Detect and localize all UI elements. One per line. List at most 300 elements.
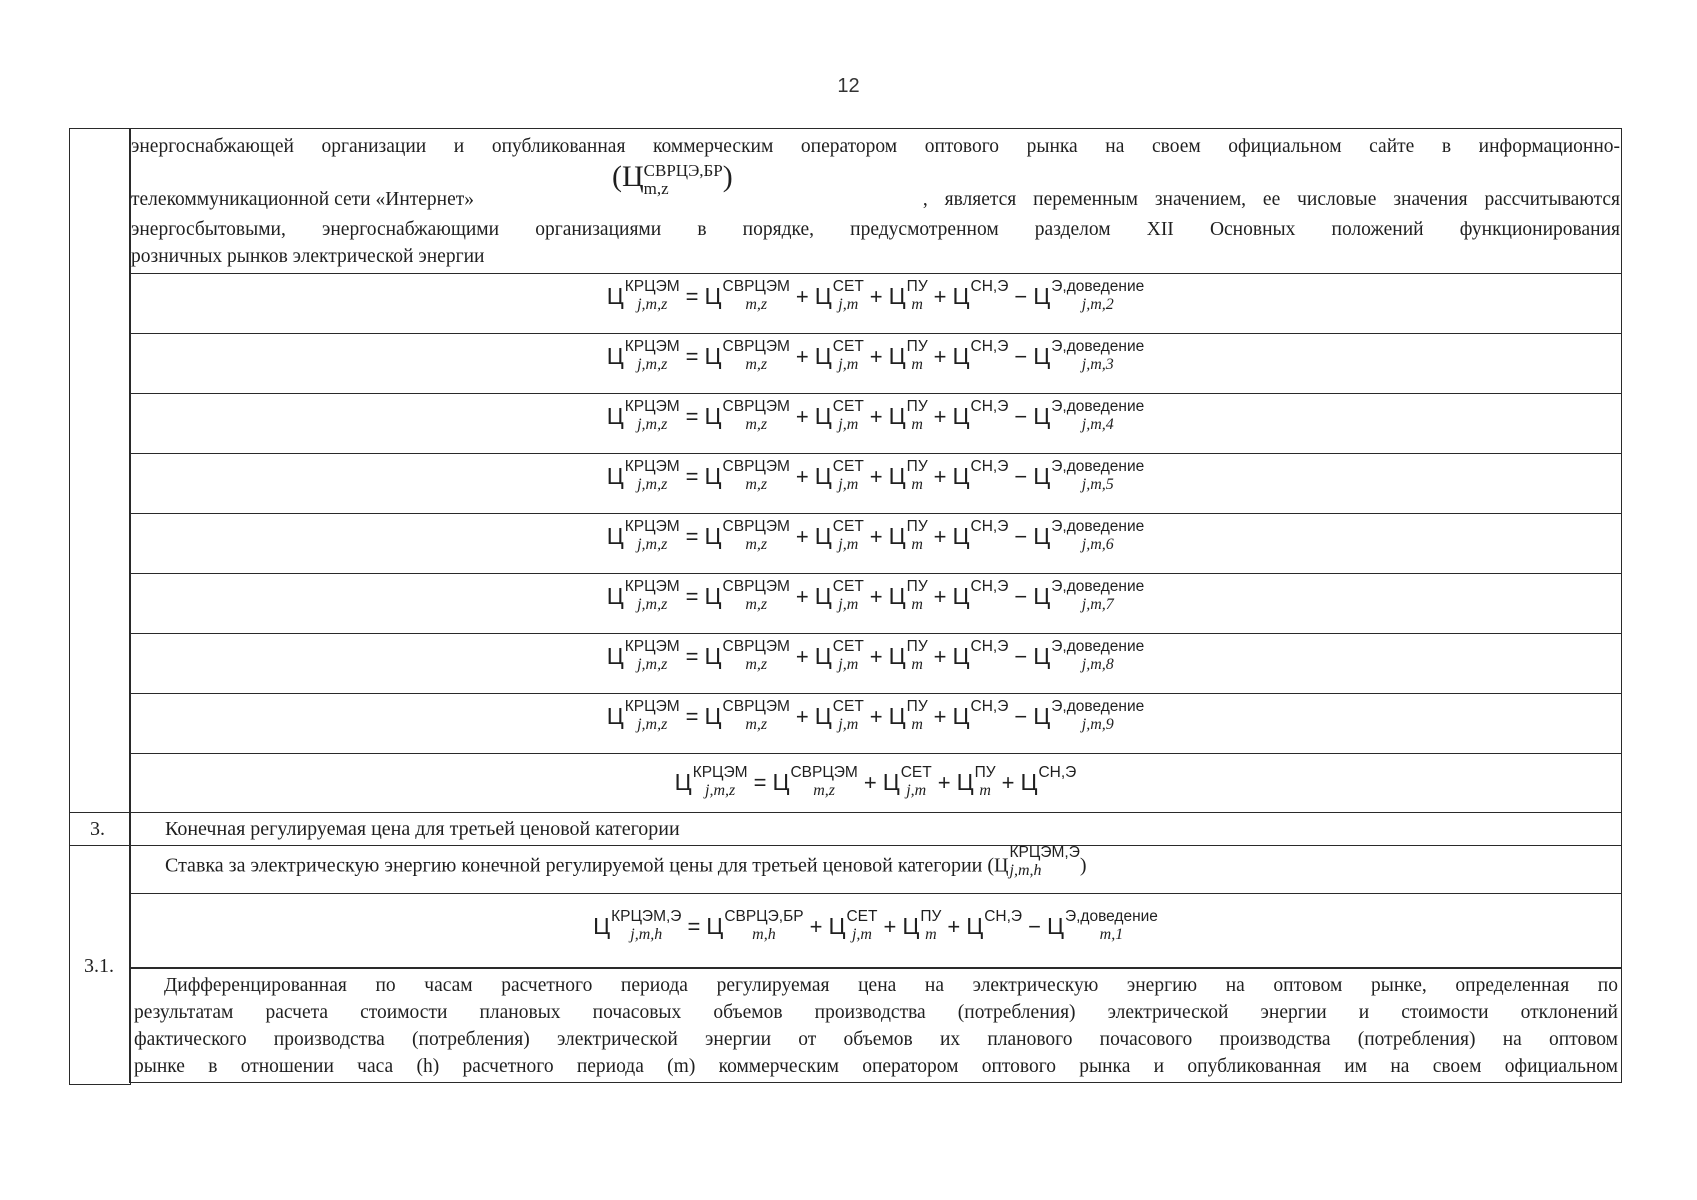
plus-sign: + <box>933 703 947 729</box>
term-superscript: СВРЦЭМ <box>722 578 790 595</box>
price-symbol: Ц <box>952 522 970 549</box>
price-symbol: Ц <box>888 462 906 489</box>
term-subscript <box>971 297 1009 313</box>
formula-term <box>902 908 942 943</box>
term-superscript: КРЦЭМ <box>624 578 680 595</box>
price-symbol: Ц <box>966 912 984 939</box>
formula-term <box>952 518 1009 549</box>
plus-sign: + <box>933 583 947 609</box>
term-indices <box>625 399 680 433</box>
formula-term <box>814 698 864 733</box>
formula-term <box>828 908 878 943</box>
formula-term <box>888 518 928 553</box>
term-indices <box>984 909 1022 943</box>
row-divider <box>69 812 1622 813</box>
formula-term <box>814 518 864 553</box>
formula <box>129 698 1622 735</box>
term-superscript: СВРЦЭМ <box>722 518 790 535</box>
intro-symbol-base: (Ц <box>612 160 644 193</box>
price-symbol: Ц <box>704 282 722 309</box>
term-subscript: j,m <box>838 475 859 493</box>
term-indices <box>790 765 857 799</box>
term-indices <box>723 579 790 613</box>
term-indices <box>971 639 1009 673</box>
formula-term <box>814 278 864 313</box>
term-indices <box>971 579 1009 613</box>
formula-term <box>1033 278 1145 313</box>
price-symbol: Ц <box>814 462 832 489</box>
price-symbol: Ц <box>952 642 970 669</box>
intro-line-2 <box>131 189 1620 211</box>
section-31-title <box>165 844 1087 884</box>
term-indices <box>907 639 928 673</box>
formula-31 <box>129 908 1622 945</box>
formula-term <box>888 398 928 433</box>
formula-term <box>606 278 680 313</box>
section-31-number: 3.1. <box>84 955 114 977</box>
price-symbol: Ц <box>1033 702 1051 729</box>
price-symbol: Ц <box>1033 522 1051 549</box>
formula <box>129 458 1622 495</box>
term-superscript: КРЦЭМ <box>624 698 680 715</box>
formula <box>129 338 1622 375</box>
term-indices <box>833 699 864 733</box>
term-indices <box>723 699 790 733</box>
term-indices <box>723 339 790 373</box>
price-symbol: Ц <box>952 462 970 489</box>
term-superscript: СН,Э <box>970 578 1009 595</box>
price-symbol: Ц <box>704 642 722 669</box>
formula-term <box>1033 638 1145 673</box>
term-superscript: Э,доведение <box>1051 398 1145 415</box>
term-subscript: j,m <box>838 535 859 553</box>
formula-term <box>1033 698 1145 733</box>
formula-term <box>952 638 1009 669</box>
price-symbol: Ц <box>606 522 624 549</box>
equals-sign: = <box>685 403 699 429</box>
term-subscript: m,z <box>745 355 768 373</box>
price-symbol: Ц <box>814 642 832 669</box>
plus-sign: + <box>947 913 961 939</box>
term-indices <box>907 519 928 553</box>
term-subscript: j,m <box>906 781 927 799</box>
price-symbol: Ц <box>772 768 790 795</box>
section-31-title-close: ) <box>1079 854 1087 877</box>
term-subscript: m,h <box>752 925 776 943</box>
term-indices <box>724 909 803 943</box>
term-superscript: ПУ <box>906 398 928 415</box>
minus-sign: − <box>1014 403 1028 429</box>
minus-sign: − <box>1014 343 1028 369</box>
formula-term <box>1033 518 1145 553</box>
term-subscript: j,m,z <box>637 415 668 433</box>
row-divider <box>129 967 1622 969</box>
section-31-para-line-1 <box>134 972 1618 999</box>
section-31-title-sup: КРЦЭМ,Э <box>1009 844 1080 861</box>
term-subscript <box>971 537 1009 553</box>
minus-sign: − <box>1028 913 1041 939</box>
price-symbol: Ц <box>814 402 832 429</box>
price-symbol: Ц <box>888 642 906 669</box>
intro-line-1-text: энергоснабжающей организации и опубликованная коммерческим оператором оптового рынка на своем официальном сайте в информационно- <box>131 136 1620 157</box>
plus-sign: + <box>795 283 809 309</box>
term-subscript: j,m,z <box>637 295 668 313</box>
intro-symbol-close: ) <box>722 160 733 193</box>
price-symbol: Ц <box>814 282 832 309</box>
plus-sign: + <box>933 403 947 429</box>
page-number: 12 <box>837 75 860 97</box>
price-symbol: Ц <box>1020 768 1038 795</box>
formula-term <box>1033 578 1145 613</box>
term-subscript: m <box>911 355 923 373</box>
term-superscript: Э,доведение <box>1064 908 1158 925</box>
price-symbol: Ц <box>704 402 722 429</box>
section-31-para-line-4-text: рынке в отношении часа (h) расчетного периода (m) коммерческим оператором оптового рынка и опубликованная им на своем официальном <box>134 1056 1618 1077</box>
formula-row <box>129 333 1622 393</box>
section-31-para-line-4 <box>134 1053 1618 1080</box>
term-indices <box>723 399 790 433</box>
formula-row-last <box>129 753 1622 812</box>
price-symbol: Ц <box>606 642 624 669</box>
price-symbol: Ц <box>888 522 906 549</box>
term-subscript <box>971 477 1009 493</box>
plus-sign: + <box>937 769 951 795</box>
formula-term <box>704 338 790 373</box>
formula-term <box>882 764 932 799</box>
plus-sign: + <box>795 703 809 729</box>
price-symbol: Ц <box>704 582 722 609</box>
price-symbol: Ц <box>882 768 900 795</box>
term-subscript <box>971 657 1009 673</box>
term-subscript: m <box>911 475 923 493</box>
equals-sign: = <box>685 283 699 309</box>
term-subscript: m <box>911 415 923 433</box>
term-subscript: j,m,z <box>637 355 668 373</box>
term-superscript: СЕТ <box>832 698 864 715</box>
term-superscript: ПУ <box>906 518 928 535</box>
term-indices <box>625 639 680 673</box>
price-symbol: Ц <box>888 342 906 369</box>
equals-sign: = <box>685 583 699 609</box>
formula-term <box>706 908 804 943</box>
term-indices <box>971 699 1009 733</box>
term-subscript <box>971 417 1009 433</box>
formula-term <box>956 764 996 799</box>
term-superscript: СН,Э <box>970 458 1009 475</box>
term-subscript: m <box>925 925 937 943</box>
formula-term <box>606 698 680 733</box>
price-symbol: Ц <box>606 462 624 489</box>
formula-term <box>704 638 790 673</box>
section-3-title: Конечная регулируемая цена для третьей ценовой категории <box>165 818 680 840</box>
term-subscript: j,m,h <box>630 925 663 943</box>
plus-sign: + <box>933 643 947 669</box>
term-subscript: j,m,z <box>637 475 668 493</box>
plus-sign: + <box>869 703 883 729</box>
price-symbol: Ц <box>1033 582 1051 609</box>
term-subscript <box>1038 783 1076 799</box>
term-indices <box>901 765 932 799</box>
price-symbol: Ц <box>888 582 906 609</box>
price-symbol: Ц <box>828 912 846 939</box>
term-superscript: КРЦЭМ <box>624 338 680 355</box>
plus-sign: + <box>869 463 883 489</box>
term-superscript: Э,доведение <box>1051 278 1145 295</box>
term-subscript: j,m,z <box>637 595 668 613</box>
section-31-paragraph <box>134 972 1618 1080</box>
formula-term <box>704 278 790 313</box>
section-31-para-line-3-text: фактического производства (потребления) электрической энергии от объемов их планового почасового производства (потребления) на оптовом <box>134 1029 1618 1050</box>
minus-sign: − <box>1014 523 1028 549</box>
price-symbol: Ц <box>1033 642 1051 669</box>
section-31-para-line-3 <box>134 1026 1618 1053</box>
intro-line-3 <box>131 216 1620 243</box>
formula-row <box>129 453 1622 513</box>
term-subscript <box>971 597 1009 613</box>
term-superscript: КРЦЭМ,Э <box>611 908 682 925</box>
term-subscript: m,z <box>745 715 768 733</box>
price-symbol: Ц <box>814 342 832 369</box>
minus-sign: − <box>1014 643 1028 669</box>
plus-sign: + <box>869 403 883 429</box>
price-symbol: Ц <box>593 912 611 939</box>
term-indices <box>833 339 864 373</box>
formula-row <box>129 573 1622 633</box>
plus-sign: + <box>869 523 883 549</box>
equals-sign: = <box>753 769 767 795</box>
term-indices <box>1051 519 1144 553</box>
term-subscript: j,m,6 <box>1081 535 1114 553</box>
formula-term <box>704 698 790 733</box>
term-indices <box>907 399 928 433</box>
term-subscript <box>971 357 1009 373</box>
intro-line-4 <box>131 243 1620 270</box>
term-superscript: СЕТ <box>832 518 864 535</box>
term-superscript: СЕТ <box>846 908 878 925</box>
formula-term <box>606 338 680 373</box>
term-indices <box>1051 279 1144 313</box>
term-subscript: j,m,7 <box>1081 595 1114 613</box>
plus-sign: + <box>795 403 809 429</box>
term-superscript: ПУ <box>974 764 996 781</box>
formula-term <box>952 278 1009 309</box>
formula-term <box>1033 458 1145 493</box>
term-superscript: Э,доведение <box>1051 698 1145 715</box>
term-subscript: m,z <box>745 535 768 553</box>
price-symbol: Ц <box>606 342 624 369</box>
term-indices <box>625 279 680 313</box>
equals-sign: = <box>685 643 699 669</box>
term-subscript: j,m <box>838 715 859 733</box>
term-superscript: КРЦЭМ <box>692 764 748 781</box>
term-superscript: ПУ <box>920 908 942 925</box>
term-indices <box>723 279 790 313</box>
price-symbol: Ц <box>1033 342 1051 369</box>
formula <box>129 638 1622 675</box>
price-symbol: Ц <box>606 282 624 309</box>
term-indices <box>723 519 790 553</box>
term-superscript: Э,доведение <box>1051 578 1145 595</box>
term-superscript: Э,доведение <box>1051 638 1145 655</box>
term-indices <box>920 909 941 943</box>
term-superscript: Э,доведение <box>1051 458 1145 475</box>
term-subscript: j,m <box>838 595 859 613</box>
price-symbol: Ц <box>1046 912 1064 939</box>
term-subscript: m,z <box>745 595 768 613</box>
term-indices <box>625 519 680 553</box>
term-superscript: ПУ <box>906 638 928 655</box>
section-31-para-line-2-text: результатам расчета стоимости плановых почасовых объемов производства (потребления) электрической энергии и стоимости отклонений <box>134 1002 1618 1023</box>
term-subscript: m <box>911 595 923 613</box>
term-indices <box>723 639 790 673</box>
plus-sign: + <box>869 283 883 309</box>
formula-term <box>1046 908 1158 943</box>
formula-term <box>888 638 928 673</box>
price-symbol: Ц <box>888 402 906 429</box>
term-subscript: j,m,5 <box>1081 475 1114 493</box>
term-subscript: m,z <box>745 295 768 313</box>
term-superscript: ПУ <box>906 698 928 715</box>
price-symbol: Ц <box>888 702 906 729</box>
formula-row <box>129 273 1622 333</box>
term-subscript: j,m,8 <box>1081 655 1114 673</box>
section-31-para-line-1-text: Дифференцированная по часам расчетного периода регулируемая цена на электрическую энергию на оптовом рынке, определенная по <box>164 975 1618 996</box>
plus-sign: + <box>795 643 809 669</box>
formula-term <box>814 578 864 613</box>
term-subscript: m <box>911 715 923 733</box>
table-left-column <box>69 128 131 1085</box>
section-31-para-line-2 <box>134 999 1618 1026</box>
term-indices <box>907 279 928 313</box>
price-symbol: Ц <box>674 768 692 795</box>
term-subscript <box>971 717 1009 733</box>
term-subscript: m,1 <box>1099 925 1124 943</box>
term-indices <box>907 339 928 373</box>
formula-term <box>814 638 864 673</box>
term-superscript: СН,Э <box>970 638 1009 655</box>
intro-line-1 <box>131 133 1620 160</box>
term-superscript: СН,Э <box>970 518 1009 535</box>
term-superscript: Э,доведение <box>1051 338 1145 355</box>
section-3-number: 3. <box>90 818 105 840</box>
price-symbol: Ц <box>706 912 724 939</box>
price-symbol: Ц <box>606 402 624 429</box>
price-symbol: Ц <box>814 582 832 609</box>
plus-sign: + <box>1001 769 1015 795</box>
intro-line-3-text: энергосбытовыми, энергоснабжающими организациями в порядке, предусмотренном разделом XII Основных положений функционирования <box>131 219 1620 240</box>
formula-term <box>952 398 1009 429</box>
section-31-title-sub: j,m,h <box>1009 861 1042 879</box>
formula-term <box>888 458 928 493</box>
term-superscript: СВРЦЭ,БР <box>724 908 804 925</box>
term-subscript: j,m,z <box>637 715 668 733</box>
intro-symbol-sub: m,z <box>643 179 669 198</box>
term-superscript: СЕТ <box>832 398 864 415</box>
price-symbol: Ц <box>956 768 974 795</box>
term-indices <box>1051 459 1144 493</box>
formula-term <box>888 578 928 613</box>
plus-sign: + <box>795 463 809 489</box>
term-superscript: СЕТ <box>832 458 864 475</box>
price-symbol: Ц <box>902 912 920 939</box>
price-symbol: Ц <box>704 522 722 549</box>
term-superscript: СН,Э <box>984 908 1023 925</box>
term-superscript: СВРЦЭМ <box>722 458 790 475</box>
formula-term <box>772 764 858 799</box>
intro-symbol-sup: СВРЦЭ,БР <box>643 161 723 180</box>
plus-sign: + <box>869 583 883 609</box>
price-symbol: Ц <box>952 702 970 729</box>
term-indices <box>833 639 864 673</box>
formula-term <box>606 638 680 673</box>
term-subscript: j,m <box>838 415 859 433</box>
term-superscript: КРЦЭМ <box>624 398 680 415</box>
formula-term <box>606 518 680 553</box>
equals-sign: = <box>685 463 699 489</box>
plus-sign: + <box>795 583 809 609</box>
term-superscript: СН,Э <box>970 338 1009 355</box>
term-indices <box>907 699 928 733</box>
term-subscript: j,m,z <box>637 535 668 553</box>
term-indices <box>971 399 1009 433</box>
intro-line-2-left: телекоммуникационной сети «Интернет» <box>131 189 475 210</box>
formula-term <box>593 908 682 943</box>
plus-sign: + <box>883 913 897 939</box>
term-superscript: ПУ <box>906 458 928 475</box>
plus-sign: + <box>863 769 877 795</box>
formula-term <box>1020 764 1077 795</box>
term-superscript: СН,Э <box>970 398 1009 415</box>
term-subscript: j,m,z <box>705 781 736 799</box>
formula-term <box>952 578 1009 609</box>
formula-term <box>888 698 928 733</box>
term-subscript: m,z <box>745 475 768 493</box>
price-symbol: Ц <box>952 402 970 429</box>
formula-term <box>606 578 680 613</box>
intro-line-2-right: , является переменным значением, ее числовые значения рассчитываются <box>922 189 1620 210</box>
term-subscript: m,z <box>745 655 768 673</box>
term-subscript: j,m <box>838 295 859 313</box>
formula <box>129 278 1622 315</box>
term-subscript: j,m <box>851 925 872 943</box>
formula-term <box>704 578 790 613</box>
term-indices <box>1051 339 1144 373</box>
term-indices <box>971 459 1009 493</box>
price-symbol: Ц <box>704 462 722 489</box>
term-indices <box>971 339 1009 373</box>
term-indices <box>907 579 928 613</box>
price-symbol: Ц <box>814 522 832 549</box>
term-subscript: j,m,2 <box>1081 295 1114 313</box>
price-symbol: Ц <box>1033 282 1051 309</box>
plus-sign: + <box>869 643 883 669</box>
term-superscript: СВРЦЭМ <box>722 338 790 355</box>
term-subscript: m,z <box>745 415 768 433</box>
term-indices <box>1065 909 1158 943</box>
plus-sign: + <box>795 343 809 369</box>
row-divider <box>69 845 1622 846</box>
price-symbol: Ц <box>606 582 624 609</box>
equals-sign: = <box>687 913 701 939</box>
term-indices <box>1051 579 1144 613</box>
price-symbol: Ц <box>1033 462 1051 489</box>
term-superscript: КРЦЭМ <box>624 278 680 295</box>
formula-term <box>704 518 790 553</box>
term-subscript: m <box>979 781 991 799</box>
term-superscript: СВРЦЭМ <box>790 764 858 781</box>
plus-sign: + <box>869 343 883 369</box>
term-superscript: СН,Э <box>970 278 1009 295</box>
